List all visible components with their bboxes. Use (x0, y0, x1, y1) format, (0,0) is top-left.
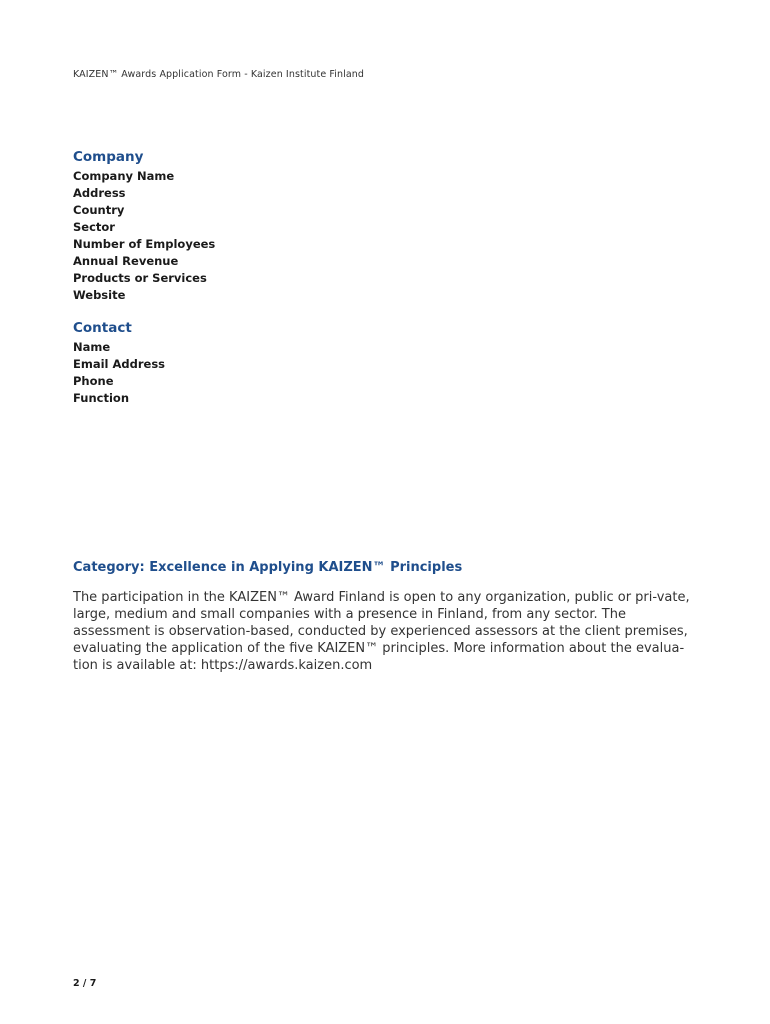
contact-section-title: Contact (73, 320, 132, 336)
document-header: KAIZEN™ Awards Application Form - Kaizen Institute Finland (73, 69, 365, 80)
company-section (73, 149, 215, 304)
category-section (73, 560, 703, 674)
field-sector: Sector (73, 220, 115, 234)
field-annual-revenue: Annual Revenue (73, 254, 179, 268)
company-field-list (73, 168, 215, 304)
contact-section (73, 320, 165, 407)
page-number: 2 / 7 (73, 978, 97, 989)
field-products-or-services: Products or Services (73, 271, 207, 285)
field-function: Function (73, 391, 130, 405)
field-website: Website (73, 288, 126, 302)
field-number-of-employees: Number of Employees (73, 237, 216, 251)
field-address: Address (73, 186, 126, 200)
category-title: Category: Excellence in Applying KAIZEN™ Principles (73, 560, 463, 575)
contact-field-list (73, 339, 165, 407)
field-country: Country (73, 203, 125, 217)
field-name: Name (73, 340, 111, 354)
field-company-name: Company Name (73, 169, 175, 183)
category-description: The participation in the KAIZEN™ Award Finland is open to any organization, public or pri-vate, large, medium and small companies with a presence in Finland, from any sector. The assessment is observation-based, conducted by experienced assessors at the client premises, evaluating the application of the five KAIZEN™ principles. More information about the evalua-tion is available at: https://awards.kaizen.com (73, 590, 690, 673)
field-email-address: Email Address (73, 357, 166, 371)
field-phone: Phone (73, 374, 114, 388)
company-section-title: Company (73, 149, 144, 165)
